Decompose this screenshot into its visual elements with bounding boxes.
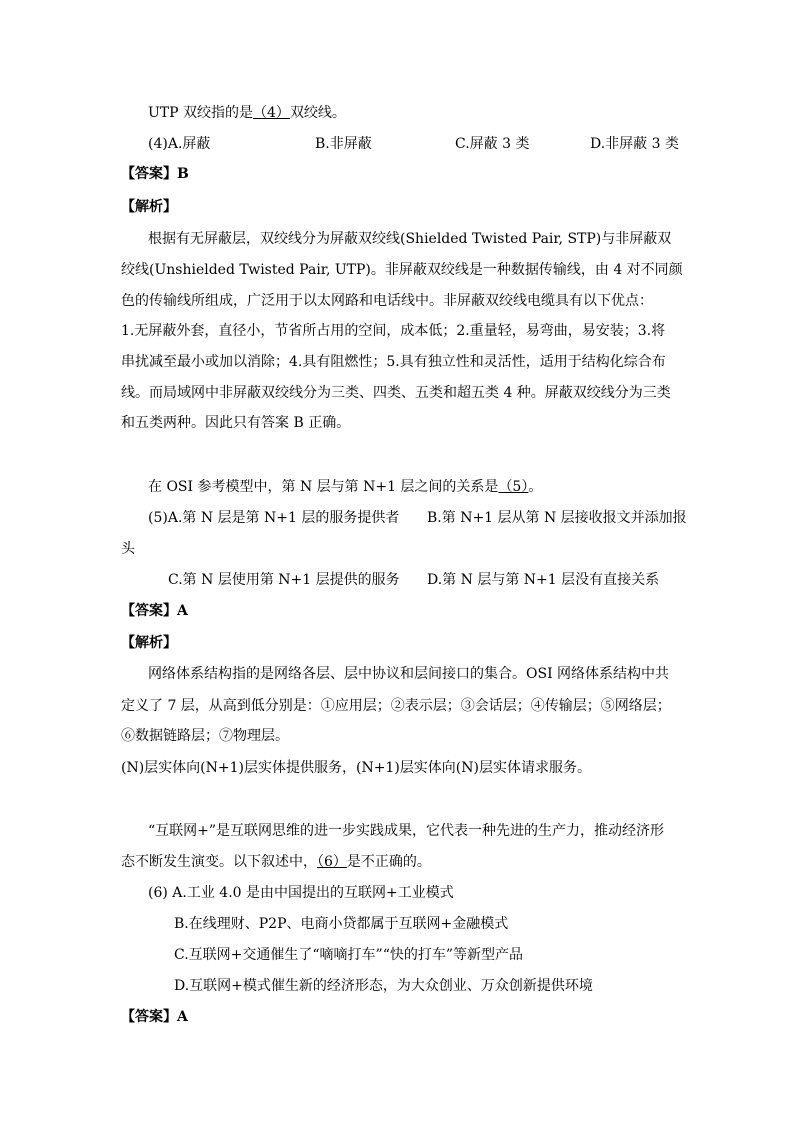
q6-answer-value: A [177,1009,188,1025]
q6-stem-pre: 态不断发生演变。以下叙述中， [121,854,317,870]
q5-option-d: D.第 N 层与第 N+1 层没有直接关系 [427,572,660,588]
q5-answer [121,601,188,621]
q5-stem-post: 。 [528,479,543,495]
q4-option-b: B.非屏蔽 [315,136,372,152]
q5-stem [148,477,542,497]
q6-answer-label: 【答案】 [121,1009,177,1025]
q4-analysis-line-1: 根据有无屏蔽层，双绞线分为屏蔽双绞线(Shielded Twisted Pair, STP)与非屏蔽双 [148,231,672,247]
q4-analysis-line-7: 和五类两种。因此只有答案 B 正确。 [121,415,351,431]
q6-option-a: (6) A.工业 4.0 是由中国提出的互联网+工业模式 [148,885,454,901]
q5-blank: （5） [498,479,529,495]
q4-answer [121,164,189,184]
q4-stem-post: 双绞线。 [289,105,346,121]
q5-analysis-line-2: 定义了 7 层，从高到低分别是：①应用层；②表示层；③会话层；④传输层；⑤网络层； [121,698,671,714]
q4-option-c: C.屏蔽 3 类 [455,136,530,152]
q5-analysis-line-4: (N)层实体向(N+1)层实体提供服务，(N+1)层实体向(N)层实体请求服务。 [121,760,591,776]
q5-analysis-label: 【解析】 [121,635,177,651]
q6-option-d: D.互联网+模式催生新的经济形态，为大众创业、万众创新提供环境 [174,978,593,994]
q6-blank: （6） [317,854,347,870]
q6-stem-post: 是不正确的。 [346,854,431,870]
q6-stem-line-2 [121,852,431,872]
q5-stem-pre: 在 OSI 参考模型中，第 N 层与第 N+1 层之间的关系是 [148,479,499,495]
q5-analysis-line-3: ⑥数据链路层；⑦物理层。 [121,728,289,744]
q5-option-a: (5)A.第 N 层是第 N+1 层的服务提供者 [148,510,400,526]
q4-analysis-line-4: 1.无屏蔽外套，直径小，节省所占用的空间，成本低；2.重量轻，易弯曲，易安装；3.将 [121,323,666,339]
q4-stem-pre: UTP 双绞指的是 [148,105,254,121]
q4-option-d: D.非屏蔽 3 类 [590,136,679,152]
q4-blank: （4） [253,105,290,121]
q4-option-a: (4)A.屏蔽 [148,136,211,152]
q4-analysis-line-6: 线。而局域网中非屏蔽双绞线分为三类、四类、五类和超五类 4 种。屏蔽双绞线分为三类 [121,385,671,401]
q5-option-b-wrap: 头 [121,541,135,557]
q4-answer-label: 【答案】 [121,166,177,182]
q4-stem [148,103,346,123]
q5-answer-value: A [177,603,188,619]
q6-option-b: B.在线理财、P2P、电商小贷都属于互联网+金融模式 [174,916,509,932]
q5-answer-label: 【答案】 [121,603,177,619]
q4-answer-value: B [177,166,189,182]
q4-analysis-label: 【解析】 [121,199,177,215]
q5-analysis-line-1: 网络体系结构指的是网络各层、层中协议和层间接口的集合。OSI 网络体系结构中共 [148,666,670,682]
q5-option-c: C.第 N 层使用第 N+1 层提供的服务 [168,572,400,588]
q4-analysis-line-3: 色的传输线所组成，广泛用于以太网路和电话线中。非屏蔽双绞线电缆具有以下优点： [121,293,653,309]
q5-option-b: B.第 N+1 层从第 N 层接收报文并添加报 [427,510,687,526]
q6-option-c: C.互联网+交通催生了“嘀嘀打车”“快的打车”等新型产品 [174,947,524,963]
q6-answer [121,1007,188,1027]
q4-analysis-line-2: 绞线(Unshielded Twisted Pair, UTP)。非屏蔽双绞线是一种数据传输线，由 4 对不同颜 [121,262,683,278]
q4-analysis-line-5: 串扰减至最小或加以消除；4.具有阻燃性；5.具有独立性和灵活性，适用于结构化综合布 [121,354,666,370]
q6-stem-line-1: “互联网+”是互联网思维的进一步实践成果，它代表一种先进的生产力，推动经济形 [148,823,665,839]
